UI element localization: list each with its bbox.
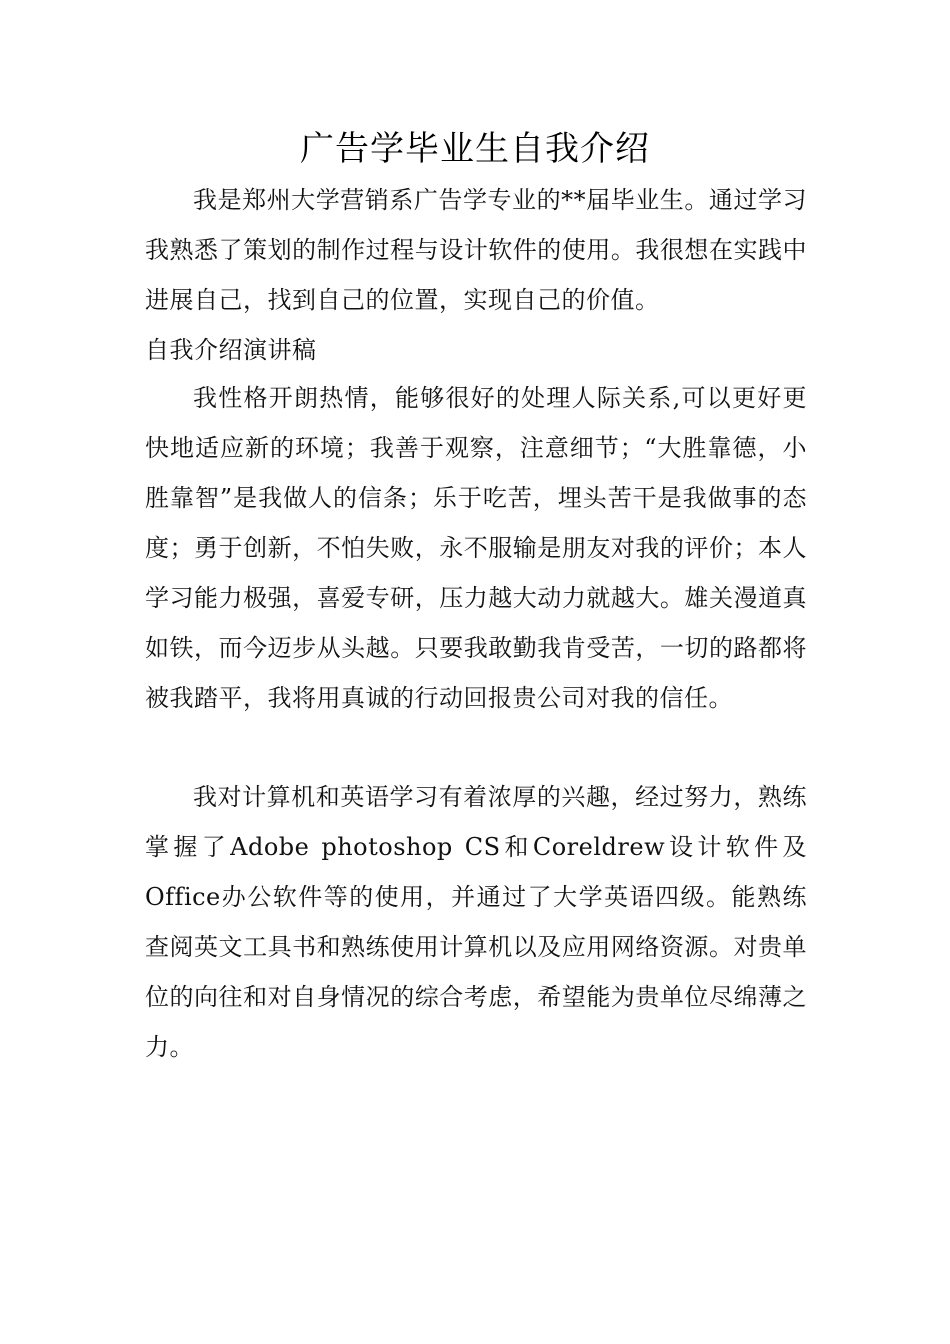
skills-block — [145, 772, 807, 1072]
paragraph-skills: 我对计算机和英语学习有着浓厚的兴趣，经过努力，熟练掌握了Adobe photoshop CS和Coreldrew设计软件及Office办公软件等的使用，并通过了大学英语四级。能熟练查阅英文工具书和熟练使用计算机以及应用网络资源。对贵单位的向往和对自身情况的综合考虑，希望能为贵单位尽绵薄之力。 — [145, 783, 807, 1061]
personality-block — [145, 373, 807, 723]
paragraph-subheading: 自我介绍演讲稿 — [145, 336, 317, 364]
intro-block — [145, 175, 807, 375]
paragraph-personality: 我性格开朗热情，能够很好的处理人际关系,可以更好更快地适应新的环境；我善于观察，注意细节；“大胜靠德，小胜靠智”是我做人的信条；乐于吃苦，埋头苦干是我做事的态度；勇于创新，不怕失败，永不服输是朋友对我的评价；本人学习能力极强，喜爱专研，压力越大动力就越大。雄关漫道真如铁，而今迈步从头越。只要我敢勤我肯受苦，一切的路都将被我踏平，我将用真诚的行动回报贵公司对我的信任。 — [145, 384, 807, 712]
paragraph-intro: 我是郑州大学营销系广告学专业的**届毕业生。通过学习我熟悉了策划的制作过程与设计软件的使用。我很想在实践中进展自己，找到自己的位置，实现自己的价值。 — [145, 186, 807, 314]
document-title: 广告学毕业生自我介绍 — [300, 129, 650, 169]
